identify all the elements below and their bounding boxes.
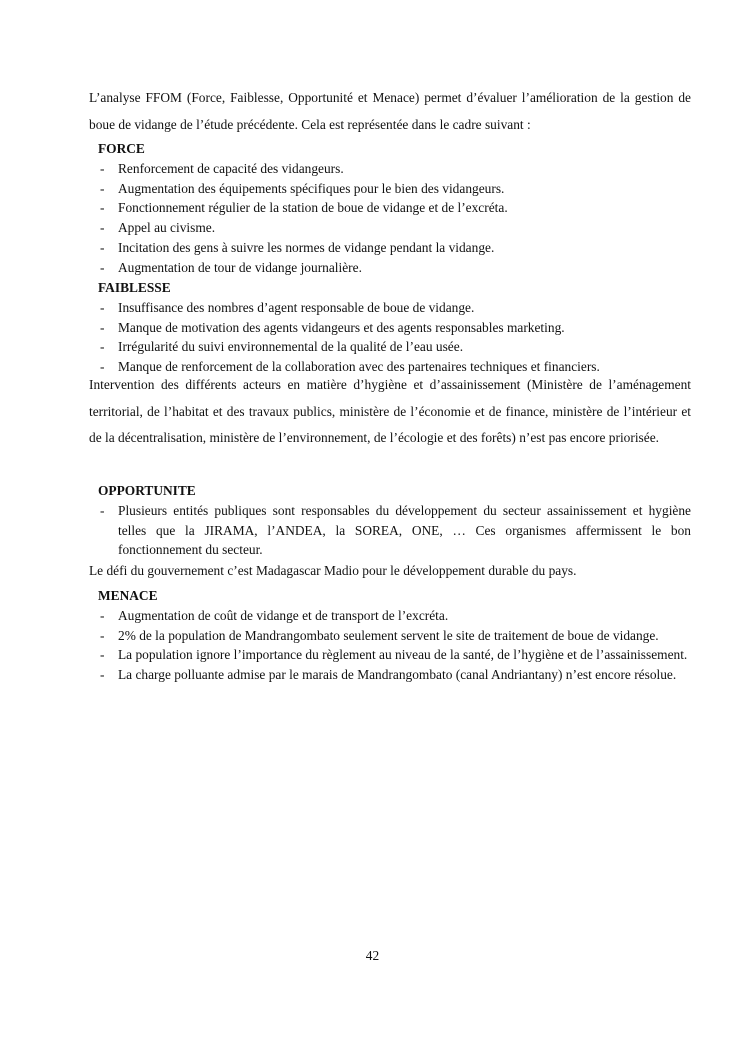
list-item-text: Manque de renforcement de la collaboration avec des partenaires techniques et financiers. [118,359,600,375]
list-item-text: Augmentation de tour de vidange journalière. [118,259,362,275]
list-item-text: Irrégularité du suivi environnemental de la qualité de l’eau usée. [118,339,464,355]
bullet-dash: - [100,503,105,518]
bullet-dash: - [100,220,105,236]
bullet-dash: - [100,259,105,275]
list-item-text: Renforcement de capacité des vidangeurs. [118,161,344,176]
list-item [98,337,691,357]
list-item-text: Appel au civisme. [118,220,216,236]
list-item [98,501,691,560]
list-item [98,218,691,238]
faiblesse-list [98,298,691,377]
list-item-text: La population ignore l’importance du règlement au niveau de la santé, de l’hygiène et de l’assainissement. [118,647,688,663]
bullet-dash: - [100,200,105,216]
menace-heading: MENACE [98,588,158,603]
list-item-text: Plusieurs entités publiques sont responsables du développement du secteur assainissement et hygiène telles que la JIRAMA, l’ANDEA, la SOREA, ONE, … Ces organismes affermissent le bon fonctionnement du secteur. [118,503,691,558]
bullet-dash: - [100,239,105,255]
list-item-text: Manque de motivation des agents vidangeurs et des agents responsables marketing. [118,319,565,335]
bullet-dash: - [100,180,105,196]
list-item-text: Augmentation de coût de vidange et de transport de l’excréta. [118,608,449,623]
defi-paragraph: Le défi du gouvernement c’est Madagascar Madio pour le développement durable du pays. [89,563,577,578]
bullet-dash: - [100,359,105,375]
list-item [98,626,691,646]
list-item [98,318,691,338]
list-item [98,238,691,258]
opportunite-list [98,501,691,560]
list-item [98,298,691,318]
page-number: 42 [365,948,380,963]
list-item [98,665,691,685]
bullet-dash: - [100,608,105,623]
force-list [98,159,691,277]
list-item [98,258,691,278]
menace-list [98,606,691,685]
faiblesse-heading: FAIBLESSE [98,280,171,295]
list-item-text: 2% de la population de Mandrangombato seulement servent le site de traitement de boue de vidange. [118,627,659,643]
opportunite-heading: OPPORTUNITE [98,483,196,498]
force-heading: FORCE [98,141,145,156]
bullet-dash: - [100,319,105,335]
list-item [98,198,691,218]
bullet-dash: - [100,300,105,315]
bullet-dash: - [100,667,105,683]
bullet-dash: - [100,339,105,355]
bullet-dash: - [100,627,105,643]
list-item [98,606,691,626]
list-item [98,645,691,665]
list-item [98,179,691,199]
list-item-text: La charge polluante admise par le marais de Mandrangombato (canal Andriantany) n’est encore résolue. [118,667,677,683]
intro-paragraph: L’analyse FFOM (Force, Faiblesse, Opportunité et Menace) permet d’évaluer l’amélioration de la gestion de boue de vidange de l’étude précédente. Cela est représentée dans le cadre suivant : [89,90,691,132]
bullet-dash: - [100,647,105,663]
list-item-text: Fonctionnement régulier de la station de boue de vidange et de l’excréta. [118,200,508,216]
list-item-text: Insuffisance des nombres d’agent responsable de boue de vidange. [118,300,475,315]
list-item-text: Augmentation des équipements spécifiques pour le bien des vidangeurs. [118,180,505,196]
intervention-paragraph: Intervention des différents acteurs en matière d’hygiène et d’assainissement (Ministère de l’aménagement territorial, de l’habitat et des travaux publics, ministère de l’économie et de finance, ministère de l’intérieur et de la décentralisation, ministère de l’environnement, de l’écologie et des forêts) n’est pas encore priorisée. [89,377,691,446]
bullet-dash: - [100,161,105,176]
list-item-text: Incitation des gens à suivre les normes de vidange pendant la vidange. [118,239,495,255]
list-item [98,159,691,179]
